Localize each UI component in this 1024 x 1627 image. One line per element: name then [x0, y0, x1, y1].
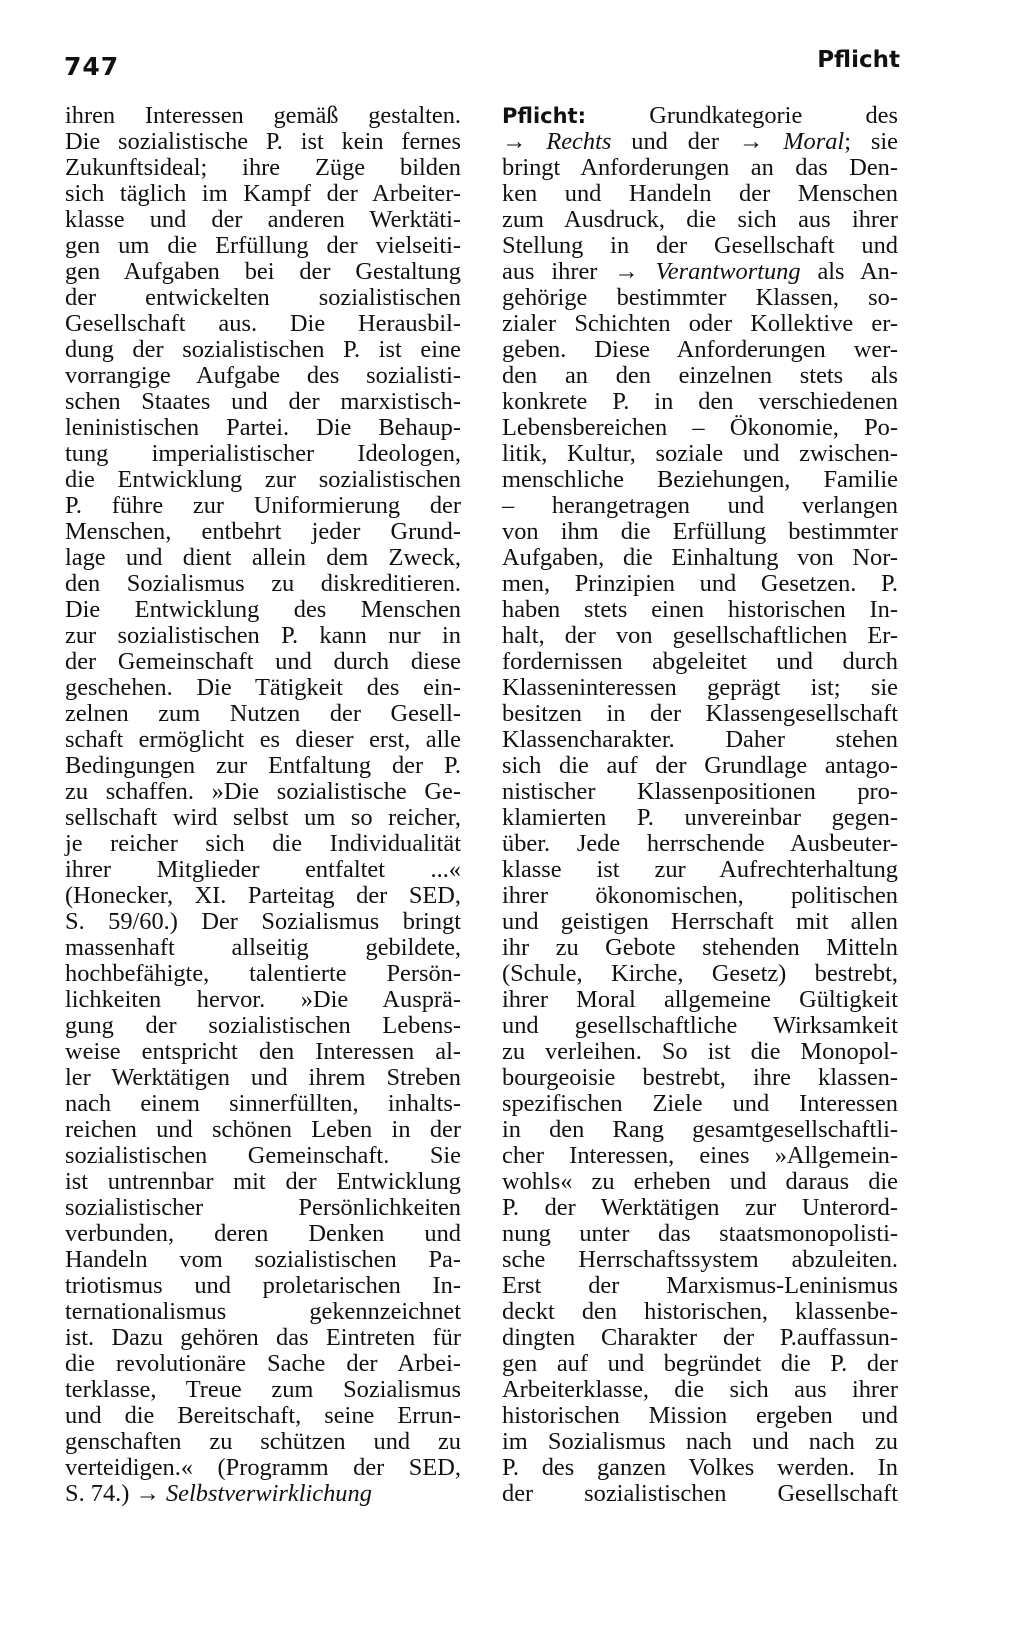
text-line: geben. Diese Anforderungen wer-: [502, 336, 898, 363]
text-line: zialer Schichten oder Kollektive er-: [502, 310, 898, 337]
text-line: ihrer ökonomischen, politischen: [502, 882, 898, 909]
text-line: ternationalismus gekennzeichnet: [65, 1298, 461, 1325]
text-line: im Sozialismus nach und nach zu: [502, 1428, 898, 1455]
text-line: konkrete P. in den verschiedenen: [502, 388, 898, 415]
text-line: von ihm die Erfüllung bestimmter: [502, 518, 898, 545]
text-line: zu schaffen. »Die sozialistische Ge-: [65, 778, 461, 805]
text-line: ihren Interessen gemäß gestalten.: [65, 102, 461, 129]
text-line: Klassencharakter. Daher stehen: [502, 726, 898, 753]
text-line: halt, der von gesellschaftlichen Er-: [502, 622, 898, 649]
text-line: klasse und der anderen Werktäti-: [65, 206, 461, 233]
right-column: [502, 103, 898, 1507]
text-line: Gesellschaft aus. Die Herausbil-: [65, 310, 461, 337]
entry-line-7-suffix: als An-: [800, 258, 899, 285]
text-line: P. des ganzen Volkes werden. In: [502, 1454, 898, 1481]
text-line: bourgeoisie bestrebt, ihre klassen-: [502, 1064, 898, 1091]
text-line: sellschaft wird selbst um so reicher,: [65, 804, 461, 831]
text-line: P. der Werktätigen zur Unterord-: [502, 1194, 898, 1221]
text-line: weise entspricht den Interessen al-: [65, 1038, 461, 1065]
text-line: sich täglich im Kampf der Arbeiter-: [65, 180, 461, 207]
text-line: ken und Handeln der Menschen: [502, 180, 898, 207]
text-line: Die Entwicklung des Menschen: [65, 596, 461, 623]
text-line: klasse ist zur Aufrechterhaltung: [502, 856, 898, 883]
text-line: die Entwicklung zur sozialistischen: [65, 466, 461, 493]
text-line: die revolutionäre Sache der Arbei-: [65, 1350, 461, 1377]
text-line: lage und dient allein dem Zweck,: [65, 544, 461, 571]
text-line: spezifischen Ziele und Interessen: [502, 1090, 898, 1117]
text-line: gehörige bestimmter Klassen, so-: [502, 284, 898, 311]
text-line: besitzen in der Klassengesellschaft: [502, 700, 898, 727]
text-line: in den Rang gesamtgesellschaftli-: [502, 1116, 898, 1143]
text-line: ihrer Moral allgemeine Gültigkeit: [502, 986, 898, 1013]
left-column-lines: [65, 103, 461, 1481]
text-line: Handeln vom sozialistischen Pa-: [65, 1246, 461, 1273]
entry-line-7-prefix: aus ihrer →: [502, 258, 656, 285]
text-line: zu verleihen. So ist die Monopol-: [502, 1038, 898, 1065]
cross-reference-rechts[interactable]: Rechts: [546, 128, 612, 155]
text-line: Menschen, entbehrt jeder Grund-: [65, 518, 461, 545]
right-column-lines-a: [502, 155, 898, 259]
text-line: cher Interessen, eines »Allgemein-: [502, 1142, 898, 1169]
text-line: zur sozialistischen P. kann nur in: [65, 622, 461, 649]
text-line: schaft ermöglicht es dieser erst, alle: [65, 726, 461, 753]
text-line: lichkeiten hervor. »Die Ausprä-: [65, 986, 461, 1013]
text-line: Erst der Marxismus-Leninismus: [502, 1272, 898, 1299]
text-line: und geistigen Herrschaft mit allen: [502, 908, 898, 935]
text-line: und gesellschaftliche Wirksamkeit: [502, 1012, 898, 1039]
text-line: nung unter das staatsmonopolisti-: [502, 1220, 898, 1247]
text-line: Klasseninteressen geprägt ist; sie: [502, 674, 898, 701]
text-line: dingten Charakter der P.auffassun-: [502, 1324, 898, 1351]
entry-headline: [502, 103, 898, 129]
text-line: fordernissen abgeleitet und durch: [502, 648, 898, 675]
text-line: menschliche Beziehungen, Familie: [502, 466, 898, 493]
text-line: gung der sozialistischen Lebens-: [65, 1012, 461, 1039]
text-line: ihrer Mitglieder entfaltet ...«: [65, 856, 461, 883]
left-last-line: [65, 1481, 461, 1507]
text-line: (Schule, Kirche, Gesetz) bestrebt,: [502, 960, 898, 987]
page-number: 747: [64, 52, 120, 81]
text-line: tung imperialistischer Ideologen,: [65, 440, 461, 467]
entry-line-7: [502, 259, 898, 285]
entry-keyword: Pflicht:: [502, 104, 586, 128]
right-column-lines-b: [502, 285, 898, 1507]
text-line: vorrangige Aufgabe des sozialisti-: [65, 362, 461, 389]
cross-reference-selbstverwirklichung[interactable]: Selbstverwirklichung: [165, 1480, 372, 1507]
text-line: verteidigen.« (Programm der SED,: [65, 1454, 461, 1481]
text-line: sche Herrschaftssystem abzuleiten.: [502, 1246, 898, 1273]
text-line: ler Werktätigen und ihrem Streben: [65, 1064, 461, 1091]
text-line: ihr zu Gebote stehenden Mitteln: [502, 934, 898, 961]
text-line: zelnen zum Nutzen der Gesell-: [65, 700, 461, 727]
text-line: Die sozialistische P. ist kein fernes: [65, 128, 461, 155]
text-line: den Sozialismus zu diskreditieren.: [65, 570, 461, 597]
text-line: Stellung in der Gesellschaft und: [502, 232, 898, 259]
left-last-line-prefix: S. 74.) →: [65, 1480, 166, 1507]
text-line: nach einem sinnerfüllten, inhalts-: [65, 1090, 461, 1117]
text-line: wohls« zu erheben und daraus die: [502, 1168, 898, 1195]
text-line: der entwickelten sozialistischen: [65, 284, 461, 311]
text-line: litik, Kultur, soziale und zwischen-: [502, 440, 898, 467]
text-line: reichen und schönen Leben in der: [65, 1116, 461, 1143]
text-line: klamierten P. unvereinbar gegen-: [502, 804, 898, 831]
entry-line-2-end: ; sie: [844, 128, 898, 155]
text-line: Lebensbereichen – Ökonomie, Po-: [502, 414, 898, 441]
text-line: der Gemeinschaft und durch diese: [65, 648, 461, 675]
running-head: Pflicht: [817, 47, 900, 73]
entry-line-2-mid: und der →: [611, 128, 784, 155]
text-line: den an den einzelnen stets als: [502, 362, 898, 389]
text-line: sich die auf der Grundlage antago-: [502, 752, 898, 779]
entry-line-2: [502, 129, 898, 155]
text-line: sozialistischen Gemeinschaft. Sie: [65, 1142, 461, 1169]
text-line: genschaften zu schützen und zu: [65, 1428, 461, 1455]
text-line: nistischer Klassenpositionen pro-: [502, 778, 898, 805]
cross-reference-verantwortung[interactable]: Verantwortung: [655, 258, 801, 285]
text-line: P. führe zur Uniformierung der: [65, 492, 461, 519]
text-line: Bedingungen zur Entfaltung der P.: [65, 752, 461, 779]
text-line: triotismus und proletarischen In-: [65, 1272, 461, 1299]
text-line: terklasse, Treue zum Sozialismus: [65, 1376, 461, 1403]
text-line: dung der sozialistischen P. ist eine: [65, 336, 461, 363]
text-line: S. 59/60.) Der Sozialismus bringt: [65, 908, 461, 935]
text-line: hochbefähigte, talentierte Persön-: [65, 960, 461, 987]
text-line: sozialistischer Persönlichkeiten: [65, 1194, 461, 1221]
text-line: – herangetragen und verlangen: [502, 492, 898, 519]
text-line: Zukunftsideal; ihre Züge bilden: [65, 154, 461, 181]
text-line: deckt den historischen, klassenbe-: [502, 1298, 898, 1325]
entry-headline-rest: Grundkategorie des: [586, 102, 898, 129]
text-line: je reicher sich die Individualität: [65, 830, 461, 857]
text-line: gen auf und begründet die P. der: [502, 1350, 898, 1377]
arrow-text: →: [502, 128, 547, 155]
text-line: zum Ausdruck, die sich aus ihrer: [502, 206, 898, 233]
text-line: Arbeiterklasse, die sich aus ihrer: [502, 1376, 898, 1403]
text-line: über. Jede herrschende Ausbeuter-: [502, 830, 898, 857]
text-line: bringt Anforderungen an das Den-: [502, 154, 898, 181]
text-line: ist. Dazu gehören das Eintreten für: [65, 1324, 461, 1351]
text-line: verbunden, deren Denken und: [65, 1220, 461, 1247]
text-line: der sozialistischen Gesellschaft: [502, 1480, 898, 1507]
text-line: schen Staates und der marxistisch-: [65, 388, 461, 415]
text-line: historischen Mission ergeben und: [502, 1402, 898, 1429]
text-line: gen um die Erfüllung der vielseiti-: [65, 232, 461, 259]
text-line: haben stets einen historischen In-: [502, 596, 898, 623]
text-line: men, Prinzipien und Gesetzen. P.: [502, 570, 898, 597]
cross-reference-moral[interactable]: Moral: [783, 128, 845, 155]
text-line: ist untrennbar mit der Entwicklung: [65, 1168, 461, 1195]
text-line: und die Bereitschaft, seine Errun-: [65, 1402, 461, 1429]
text-line: gen Aufgaben bei der Gestaltung: [65, 258, 461, 285]
text-line: geschehen. Die Tätigkeit des ein-: [65, 674, 461, 701]
text-line: leninistischen Partei. Die Behaup-: [65, 414, 461, 441]
text-line: (Honecker, XI. Parteitag der SED,: [65, 882, 461, 909]
text-line: massenhaft allseitig gebildete,: [65, 934, 461, 961]
text-line: Aufgaben, die Einhaltung von Nor-: [502, 544, 898, 571]
left-column: [65, 103, 461, 1507]
